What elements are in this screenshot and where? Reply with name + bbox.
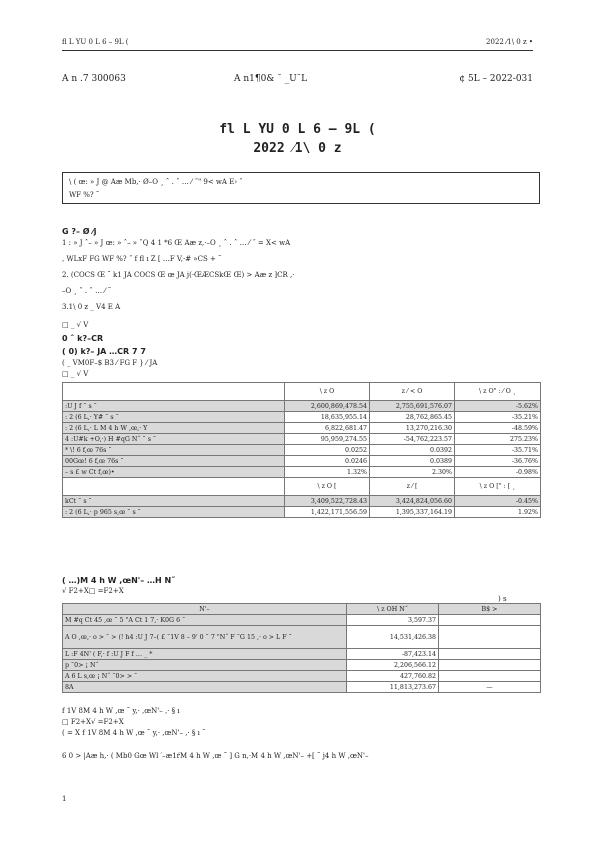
stock-code: A n .7 300063	[62, 74, 126, 84]
table-row	[63, 615, 541, 626]
table-row	[63, 671, 541, 682]
table-cell: 95,959,274.55	[285, 434, 370, 445]
table-row	[63, 467, 541, 478]
table-cell	[439, 660, 541, 671]
table-cell	[439, 626, 541, 649]
footnote-line: f 1V 8M 4 h W ,œ ˜ y,· ,œN'– ,· § ı	[62, 707, 180, 715]
footnote-line: 6 0 > |Aæ h,· ( Mb0 Gœ Wl ′–æ1ŕM 4 h W ,œ ˜ ] G n,·M 4 h W ,œN'– +[ ˜ j4 h W ,œN'–	[62, 752, 369, 760]
table-cell	[439, 671, 541, 682]
table-header-cell	[63, 383, 285, 401]
table-cell: 3,424,824,056.60	[370, 496, 455, 507]
running-header	[62, 38, 533, 51]
non-recurring-items-table	[62, 603, 541, 693]
table-header-cell: z ⁄ < O	[370, 383, 455, 401]
table-cell: -0.98%	[455, 467, 541, 478]
paragraph-line: √ F2+X□ =F2+X	[62, 587, 124, 595]
table-cell	[439, 649, 541, 660]
table-header-cell: \ z O" : ⁄ O ¸	[455, 383, 541, 401]
notice-box	[62, 172, 540, 204]
row-label: : 2 (6 L,· L M 4 h W ,œ,· Y	[63, 423, 285, 434]
table-row	[63, 423, 541, 434]
table-cell: 11,813,273.67	[347, 682, 439, 693]
table-cell: -87,423.14	[347, 649, 439, 660]
table-cell: 1.92%	[455, 507, 541, 518]
row-label: A 6 L s,œ ¡ N˝ ˜0> > ˜	[63, 671, 347, 682]
table-cell: 28,762,865.45	[370, 412, 455, 423]
checkbox-line: □ F2+X√ =F2+X	[62, 718, 124, 726]
row-label: L :F 4N' ( F,· f :U J F f … _ *	[63, 649, 347, 660]
table-header-cell: \ z O [" : [ ¸	[455, 478, 541, 496]
section-heading: G ?– Ø ⁄j	[62, 227, 97, 236]
row-label: * \! 6 f,œ 76s ˜	[63, 445, 285, 456]
table-row	[63, 434, 541, 445]
table-cell: 18,635,955.14	[285, 412, 370, 423]
paragraph-line: 1 : » J ˆ– » J œ: » ˆ– » ˆQ 4 1 *6 Œ Aæ z,·–O ¸ ˆ . ˆ … ⁄ ˝ = X< wA	[62, 239, 291, 247]
row-label: kCt ˜ s ˜	[63, 496, 285, 507]
table-header-cell: \ z O	[285, 383, 370, 401]
table-header-row	[63, 604, 541, 615]
row-label: 8A	[63, 682, 347, 693]
paragraph-line: 3.1\ 0 z _ V4 E A	[62, 303, 121, 311]
page-number: 1	[62, 795, 67, 803]
table-header-row	[63, 383, 541, 401]
table-header-row	[63, 478, 541, 496]
table-cell: 2.30%	[370, 467, 455, 478]
table-cell: 14,531,426.38	[347, 626, 439, 649]
table-cell: 0.0252	[285, 445, 370, 456]
table-cell: 6,822,681.47	[285, 423, 370, 434]
table-row	[63, 456, 541, 467]
table-header-cell: z ⁄ [	[370, 478, 455, 496]
title-line-1: fl L YU 0 L 6 – 9L (	[219, 122, 376, 137]
table-header-cell: N'–	[63, 604, 347, 615]
table-cell: -0.45%	[455, 496, 541, 507]
table-cell: 3,409,522,728.43	[285, 496, 370, 507]
table-cell	[439, 615, 541, 626]
row-label: :U J f ˜ s ˜	[63, 401, 285, 412]
table-cell: 2,206,566.12	[347, 660, 439, 671]
table-row	[63, 507, 541, 518]
table-cell: -35.71%	[455, 445, 541, 456]
table-cell: 13,270,216.30	[370, 423, 455, 434]
unit-label: ) s	[498, 595, 507, 603]
section-heading: ( …)M 4 h W ,œN'– …H N˝	[62, 576, 176, 585]
table-cell: -48.59%	[455, 423, 541, 434]
title-line-2: 2022 ⁄1\ 0 z	[253, 141, 342, 156]
subsection-heading: ( 0) k?– JA …CR 7 7	[62, 347, 146, 356]
table-cell: 2,755,691,576.07	[370, 401, 455, 412]
meta-line	[62, 74, 533, 88]
row-label: 00Gœ! 6 f,œ 76s ˜	[63, 456, 285, 467]
table-cell: 2,600,869,478.54	[285, 401, 370, 412]
row-label: : 2 (6 L,· p 965 s,œ ˜ s ˜	[63, 507, 285, 518]
table-cell: -54,762,223.57	[370, 434, 455, 445]
table-row	[63, 682, 541, 693]
footnote-line: ( = X f 1V 8M 4 h W ,œ ˜ y,· ,œN'– ,· § ı ˜	[62, 729, 206, 737]
table-row	[63, 445, 541, 456]
table-row	[63, 649, 541, 660]
header-right: 2022 ⁄1\ 0 z •	[486, 38, 533, 46]
table-row	[63, 660, 541, 671]
table-row	[63, 412, 541, 423]
notice-line-1: \ ( œ: » J @ Aæ Mb,· Ø–O ¸ ˆ . ˆ … ⁄ ˝" 9< wA E› ˆ	[69, 178, 243, 186]
table-header-cell	[63, 478, 285, 496]
table-row	[63, 626, 541, 649]
table-cell: 427,760.82	[347, 671, 439, 682]
row-label: 4 :U#k +O,·) H #qG N˝ ˜ s ˜	[63, 434, 285, 445]
table-cell: -5.62%	[455, 401, 541, 412]
stock-abbr: A n1¶0& ˘ _U˘L	[234, 74, 308, 84]
table-header-cell: B$ >	[439, 604, 541, 615]
table-header-cell: \ z O [	[285, 478, 370, 496]
table-cell: 0.0246	[285, 456, 370, 467]
table-cell: 1,422,171,556.59	[285, 507, 370, 518]
paragraph-line: , WLxF FG WF %? ˝ f fl ı Z [ …F V,·# »CS + ˜	[62, 255, 222, 263]
table-cell: 3,597.37	[347, 615, 439, 626]
row-label: : 2 (6 L,· Y# ˜ s ˜	[63, 412, 285, 423]
subsection-heading: 0 ˆ k?–CR	[62, 334, 104, 343]
table-cell: —	[439, 682, 541, 693]
table-cell: -36.76%	[455, 456, 541, 467]
table-header-cell: \ z OH N˝	[347, 604, 439, 615]
checkbox-line: □ _ √ V	[62, 321, 89, 329]
paragraph-line: 2. (COCS Œ ˜ k1 JA COCS Œ œ JA j(·ŒÆCSkŒ Œ) > Aæ z ]CR ,·	[62, 271, 295, 279]
row-label: A O ,œ,· o > ˜ > (! h4 :U J 7–( £ ˜1V 8 – 9' 0 ˜ 7 "N˝ F ˜G 15 ,· o > L F ˜	[63, 626, 347, 649]
table-row	[63, 401, 541, 412]
row-label: p ˜0> ¡ N˝	[63, 660, 347, 671]
checkbox-line: □ _ √ V	[62, 370, 89, 378]
row-label: – s £ w Ct f,œ)•	[63, 467, 285, 478]
table-cell: 1.32%	[285, 467, 370, 478]
financial-data-table	[62, 382, 541, 518]
paragraph-line: ( _ VM0F–$ B3 ⁄ FG F } ⁄ JA	[62, 359, 158, 367]
table-cell: 0.0389	[370, 456, 455, 467]
notice-line-2: WF %? ˜	[69, 191, 100, 199]
announcement-number: ¢ 5L – 2022-031	[459, 74, 533, 84]
row-label: M #q Ct 45 ,œ ˜ 5 "A Ct 1 7,· K0G 6 ˜	[63, 615, 347, 626]
table-cell: 1,395,337,164.19	[370, 507, 455, 518]
table-row	[63, 496, 541, 507]
document-title	[0, 120, 595, 158]
table-cell: 0.0392	[370, 445, 455, 456]
table-cell: 275.23%	[455, 434, 541, 445]
paragraph-line: –O ¸ ˆ . ˆ … ⁄ ˜	[62, 287, 112, 295]
header-left: fl L YU 0 L 6 – 9L (	[62, 38, 129, 46]
table-cell: -35.21%	[455, 412, 541, 423]
